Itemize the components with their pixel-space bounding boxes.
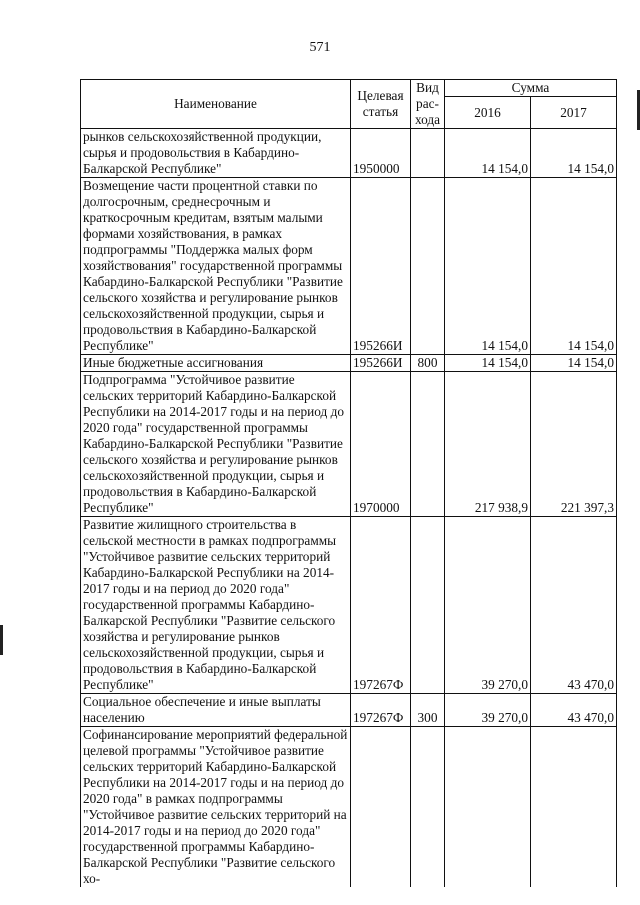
- budget-table: [80, 79, 617, 887]
- table-row: [81, 727, 617, 888]
- row-expense-kind: [411, 517, 445, 694]
- row-sum-2016: 14 154,0: [445, 129, 531, 178]
- header-year-2017: 2017: [531, 97, 617, 129]
- row-expense-kind: [411, 129, 445, 178]
- row-sum-2017: 14 154,0: [531, 129, 617, 178]
- table-row: [81, 694, 617, 727]
- header-target-article: Целевая статья: [351, 80, 411, 129]
- row-target-article: 197267Ф: [351, 517, 411, 694]
- row-target-article: 195266И: [351, 355, 411, 372]
- row-target-article: [351, 727, 411, 888]
- row-sum-2017: 221 397,3: [531, 372, 617, 517]
- row-expense-kind: 300: [411, 694, 445, 727]
- table-row: [81, 178, 617, 355]
- row-sum-2017: 43 470,0: [531, 517, 617, 694]
- table-row: [81, 129, 617, 178]
- row-sum-2016: 39 270,0: [445, 517, 531, 694]
- table-row: [81, 372, 617, 517]
- row-sum-2016: 217 938,9: [445, 372, 531, 517]
- header-name: Наименование: [81, 80, 351, 129]
- header-sum: Сумма: [445, 80, 617, 97]
- row-sum-2017: [531, 727, 617, 888]
- table-row: [81, 517, 617, 694]
- row-name: Подпрограмма "Устойчивое развитие сельских территорий Кабардино-Балкарской Республики на 2014-2017 годы и на период до 2020 года" государственной программы Кабардино-Балкарской Республики "Развитие сельского хозяйства и регулирование рынков сельскохозяйственной продукции, сырья и продовольствия в Кабардино-Балкарской Республике": [81, 372, 351, 517]
- row-name: Иные бюджетные ассигнования: [81, 355, 351, 372]
- row-sum-2017: 43 470,0: [531, 694, 617, 727]
- row-sum-2016: 14 154,0: [445, 355, 531, 372]
- row-sum-2017: 14 154,0: [531, 355, 617, 372]
- row-expense-kind: [411, 727, 445, 888]
- row-target-article: 1950000: [351, 129, 411, 178]
- table-row: [81, 355, 617, 372]
- page-number: 571: [309, 40, 331, 55]
- row-expense-kind: [411, 372, 445, 517]
- row-target-article: 197267Ф: [351, 694, 411, 727]
- row-name: Возмещение части процентной ставки по долгосрочным, среднесрочным и краткосрочным кредитам, взятым малыми формами хозяйствования, в рамках подпрограммы "Поддержка малых форм хозяйствования" государственной программы Кабардино-Балкарской Республики "Развитие сельского хозяйства и регулирование рынков сельскохозяйственной продукции, сырья и продовольствия в Кабардино-Балкарской Республике": [81, 178, 351, 355]
- row-sum-2017: 14 154,0: [531, 178, 617, 355]
- row-sum-2016: 39 270,0: [445, 694, 531, 727]
- header-year-2016: 2016: [445, 97, 531, 129]
- row-target-article: 1970000: [351, 372, 411, 517]
- header-expense-kind: Вид рас-хода: [411, 80, 445, 129]
- row-name: рынков сельскохозяйственной продукции, сырья и продовольствия в Кабардино-Балкарской Республике": [81, 129, 351, 178]
- scan-edge-mark: [0, 625, 3, 655]
- row-expense-kind: 800: [411, 355, 445, 372]
- row-name: Софинансирование мероприятий федеральной целевой программы "Устойчивое развитие сельских территорий Кабардино-Балкарской Республики на 2014-2017 годы и на период до 2020 года" в рамках подпрограммы "Устойчивое развитие сельских территорий на 2014-2017 годы и на период до 2020 года" государственной программы Кабардино-Балкарской Республики "Развитие сельского хо-: [81, 727, 351, 888]
- row-name: Социальное обеспечение и иные выплаты населению: [81, 694, 351, 727]
- row-sum-2016: [445, 727, 531, 888]
- row-target-article: 195266И: [351, 178, 411, 355]
- row-sum-2016: 14 154,0: [445, 178, 531, 355]
- row-name: Развитие жилищного строительства в сельской местности в рамках подпрограммы "Устойчивое развитие сельских территорий Кабардино-Балкарской Республики на 2014-2017 годы и на период до 2020 года" государственной программы Кабардино-Балкарской Республики "Развитие сельского хозяйства и регулирование рынков сельскохозяйственной продукции, сырья и продовольствия в Кабардино-Балкарской Республике": [81, 517, 351, 694]
- row-expense-kind: [411, 178, 445, 355]
